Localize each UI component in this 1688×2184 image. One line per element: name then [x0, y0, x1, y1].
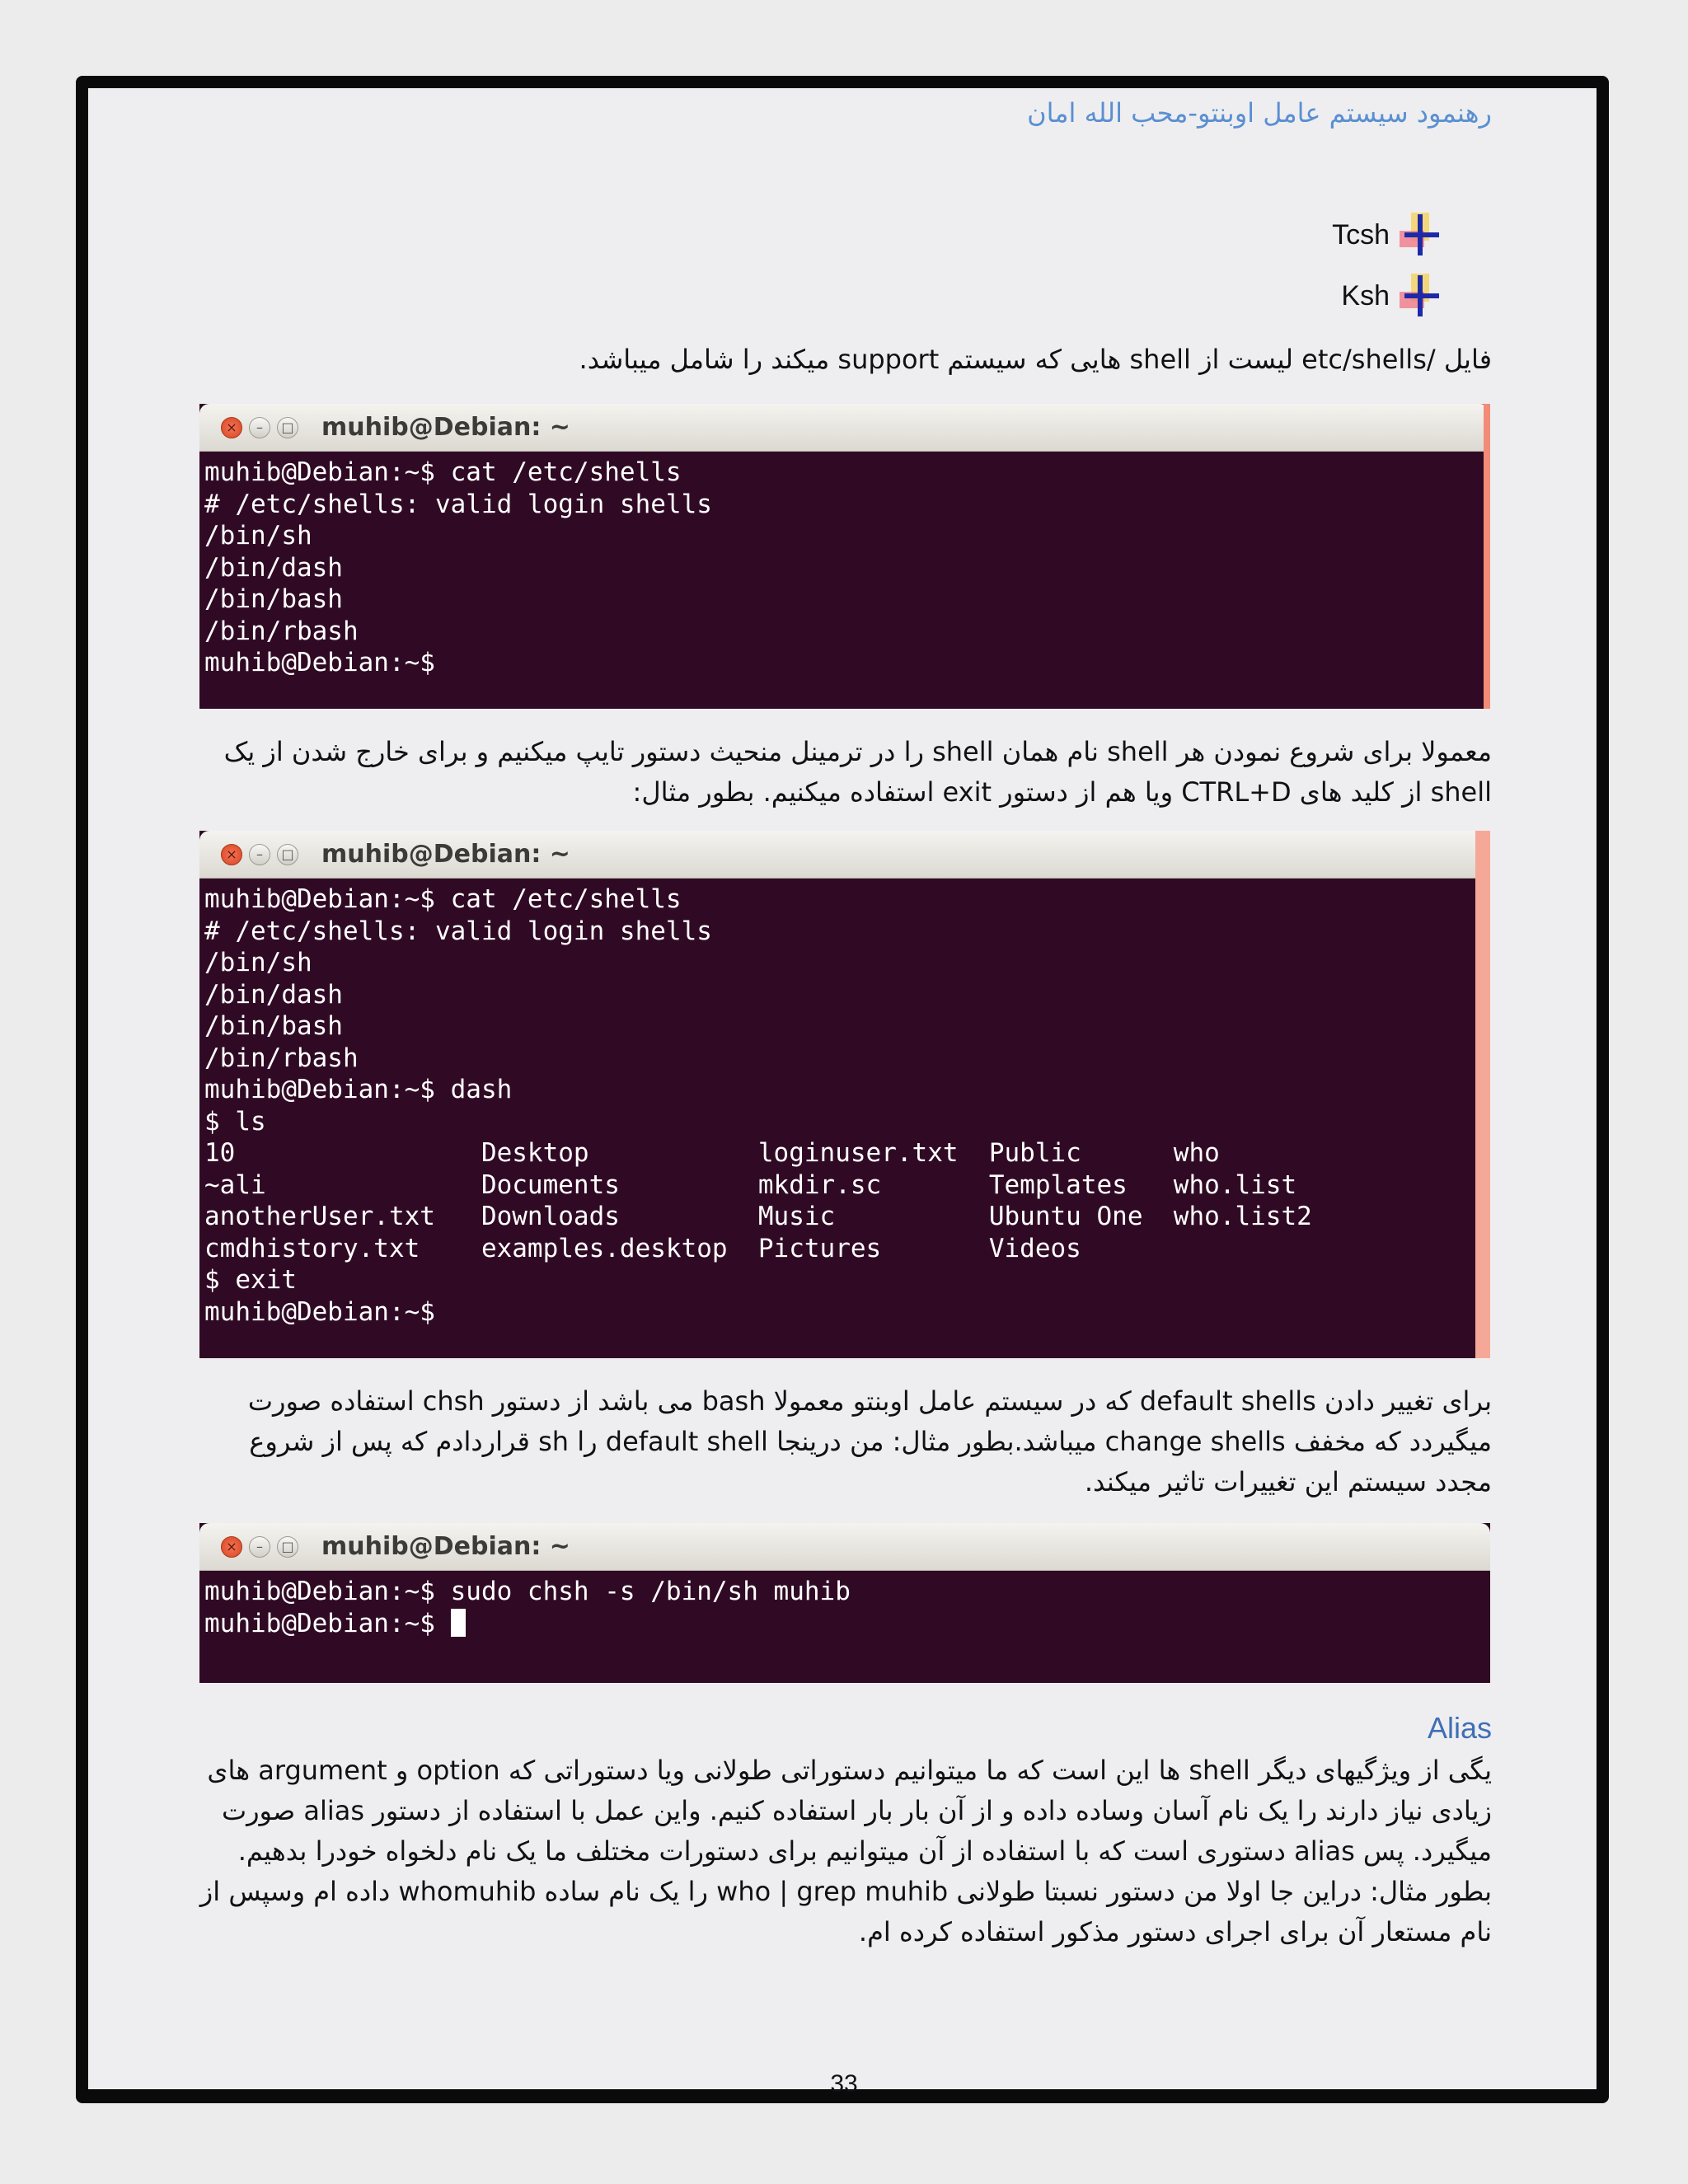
close-icon[interactable]: × — [221, 844, 242, 865]
section-heading-alias: Alias — [1427, 1711, 1492, 1745]
terminal-window-2 — [199, 831, 1490, 1358]
maximize-icon[interactable]: □ — [277, 417, 298, 438]
terminal-output[interactable] — [199, 1571, 1490, 1639]
minimize-icon[interactable]: – — [249, 844, 270, 865]
terminal-edge — [1475, 831, 1490, 1358]
terminal-title: muhib@Debian: ~ — [321, 840, 570, 869]
terminal-title: muhib@Debian: ~ — [321, 413, 570, 442]
maximize-icon[interactable]: □ — [277, 844, 298, 865]
terminal-titlebar — [199, 831, 1490, 879]
bullet-label: Tcsh — [1332, 218, 1390, 251]
terminal-window-1 — [199, 404, 1490, 709]
terminal-titlebar — [199, 404, 1490, 452]
cursor-block — [451, 1609, 466, 1637]
close-icon[interactable]: × — [221, 1536, 242, 1558]
cross-bullet-icon — [1400, 274, 1441, 318]
paragraph-shell-start-exit: معمولا برای شروع نمودن هر shell نام همان shell را در ترمینل منحیث دستور تایپ میکنیم و برای خارج شدن از یک shell از کلید های CTRL+D ویا هم از دستور exit استفاده میکنیم. بطور مثال: — [223, 736, 1492, 808]
terminal-edge — [1484, 404, 1490, 709]
terminal-title: muhib@Debian: ~ — [321, 1532, 570, 1561]
minimize-icon[interactable]: – — [249, 1536, 270, 1558]
paragraph-etc-shells: فایل /etc/shells لیست از shell هایی که سیستم support میکند را شامل میباشد. — [579, 344, 1492, 375]
minimize-icon[interactable]: – — [249, 417, 270, 438]
cross-bullet-icon — [1400, 213, 1441, 257]
bullet-label: Ksh — [1341, 279, 1390, 312]
paragraph-alias: یگی از ویژگیهای دیگر shell ها این است که ما میتوانیم دستوراتی طولانی ویا دستوراتی که option و argument های زیادی نیاز دارند را یک نام آسان وساده داده و از آن بار بار استفاده کنیم. واین عمل با استفاده از دستور alias صورت میگیرد. پس alias دستوری است که با استفاده از آن میتوانیم برای دستورات مختلف ما یک نام دلخواه خودرا بدهیم. بطور مثال: دراین جا اولا من دستور نسبتا طولانی who | grep muhib را یک نام ساده whomuhib داده ام وسپس از نام مستعار آن برای اجرای دستور مذکور استفاده کرده ام. — [199, 1755, 1492, 1947]
close-icon[interactable]: × — [221, 417, 242, 438]
terminal-output[interactable]: muhib@Debian:~$ cat /etc/shells # /etc/shells: valid login shells /bin/sh /bin/dash /bin/bash /bin/rbash muhib@Debian:~$ dash $ ls 10 Desktop loginuser.txt Public who ~ali Documents mkdir.sc Templates who.list anotherUser.txt Downloads Music Ubuntu One who.list2 cmdhistory.txt examples.desktop Pictures Videos $ exit muhib@Debian:~$ — [204, 884, 1312, 1327]
paragraph-chsh: برای تغییر دادن default shells که در سیستم عامل اوبنتو معمولا bash می باشد از دستور chsh استفاده صورت میگیردد که مخفف change shells میباشد.بطور مثال: من درینجا default shell را sh قراردادم که پس از شروع مجدد سیستم این تغییرات تاثیر میکند. — [247, 1385, 1492, 1497]
terminal-titlebar — [199, 1523, 1490, 1571]
page-number: 33 — [830, 2070, 858, 2097]
terminal-window-3 — [199, 1523, 1490, 1683]
page-header: رهنمود سیستم عامل اوبنتو-محب الله امان — [1027, 97, 1492, 129]
terminal-line: muhib@Debian:~$ sudo chsh -s /bin/sh muhib — [204, 1577, 851, 1606]
bullet-item-tcsh — [1332, 213, 1441, 257]
maximize-icon[interactable]: □ — [277, 1536, 298, 1558]
terminal-prompt: muhib@Debian:~$ — [204, 1608, 451, 1638]
bullet-item-ksh — [1341, 274, 1441, 318]
terminal-output[interactable]: muhib@Debian:~$ cat /etc/shells # /etc/shells: valid login shells /bin/sh /bin/dash /bin/bash /bin/rbash muhib@Debian:~$ — [204, 457, 712, 677]
